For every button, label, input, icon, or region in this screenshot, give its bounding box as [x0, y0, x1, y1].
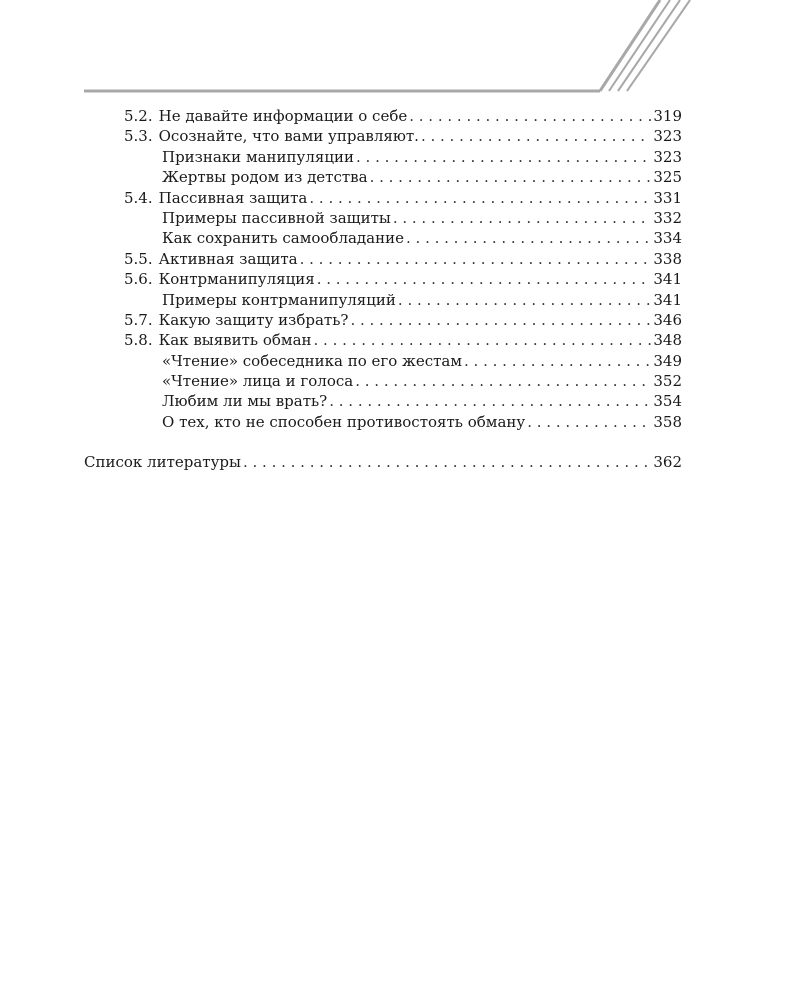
- toc-subentry[interactable]: [84, 167, 682, 187]
- dot-leader: [309, 188, 651, 208]
- toc-entry-page: 319: [653, 107, 682, 125]
- toc-subentry[interactable]: [84, 391, 682, 411]
- toc-entry-title: Какую защиту избрать?: [158, 310, 349, 329]
- toc-entry-page: 332: [653, 208, 682, 227]
- toc-entry-title: Контрманипуляция: [158, 270, 315, 289]
- toc-subentry[interactable]: [84, 147, 682, 167]
- toc-entry-page: 346: [653, 310, 682, 329]
- toc-entry-page: 323: [653, 147, 682, 166]
- toc-subentry[interactable]: [84, 208, 682, 228]
- toc-subentry[interactable]: [84, 228, 682, 248]
- toc-entry-title: Список литературы: [84, 453, 241, 472]
- toc-entry-page: 362: [653, 453, 682, 472]
- toc-subentry[interactable]: [84, 412, 682, 432]
- dot-leader: [527, 412, 651, 432]
- toc-subentry[interactable]: [84, 371, 682, 391]
- toc-entry[interactable]: [84, 330, 682, 350]
- dot-leader: [464, 351, 651, 371]
- dot-leader: [314, 330, 652, 350]
- toc-entry[interactable]: [84, 310, 682, 330]
- toc-entry-page: 341: [653, 290, 682, 309]
- dot-leader: [243, 452, 651, 472]
- toc-entry[interactable]: [84, 126, 682, 146]
- toc-entry-page: 325: [653, 168, 682, 187]
- toc-entry-number: 5.6.: [124, 270, 153, 289]
- dot-leader: [356, 147, 651, 167]
- toc-entry-page: 331: [653, 188, 682, 207]
- toc-subentry[interactable]: [84, 290, 682, 310]
- toc-entry-page: 358: [653, 412, 682, 431]
- dot-leader: [393, 208, 652, 228]
- toc-entry[interactable]: [84, 106, 682, 126]
- dot-leader: [329, 391, 651, 411]
- toc-entry-page: 341: [653, 270, 682, 289]
- dot-leader: [406, 228, 651, 248]
- toc-entry-title: Пассивная защита: [158, 188, 308, 207]
- toc-entry-title: Осознайте, что вами управляют.: [158, 127, 419, 146]
- toc-entry[interactable]: [84, 249, 682, 269]
- toc-entry-number: 5.5.: [124, 249, 153, 268]
- toc-entry-page: 354: [653, 392, 682, 411]
- toc-entry-title: Примеры пассивной защиты: [162, 208, 391, 227]
- toc-entry-title: О тех, кто не способен противостоять обману: [162, 412, 526, 431]
- dot-leader: [350, 310, 651, 330]
- dot-leader: [421, 126, 651, 146]
- toc-entry-page: 352: [653, 372, 682, 391]
- toc-entry-number: 5.4.: [124, 188, 153, 207]
- toc-entry-title: Активная защита: [158, 249, 298, 268]
- toc-entry-page: 323: [653, 127, 682, 146]
- header-decoration: [0, 0, 800, 100]
- toc-entry-title: Не давайте информации о себе: [158, 107, 408, 125]
- dot-leader: [355, 371, 651, 391]
- table-of-contents: [84, 106, 682, 473]
- toc-entry-title: Как сохранить самообладание: [162, 229, 404, 248]
- toc-entry-title: Как выявить обман: [158, 331, 312, 350]
- toc-entry-title: Жертвы родом из детства: [162, 168, 368, 187]
- dot-leader: [317, 269, 652, 289]
- toc-entry-title: Любим ли мы врать?: [162, 392, 328, 411]
- toc-entry-title: «Чтение» собеседника по его жестам: [162, 351, 463, 370]
- toc-entry-title: Примеры контрманипуляций: [162, 290, 396, 309]
- dot-leader: [300, 249, 652, 269]
- toc-bibliography-entry[interactable]: [84, 452, 682, 472]
- toc-entry-number: 5.8.: [124, 331, 153, 350]
- toc-entry[interactable]: [84, 188, 682, 208]
- toc-entry-number: 5.2.: [124, 107, 153, 125]
- dot-leader: [409, 106, 651, 126]
- toc-subentry[interactable]: [84, 351, 682, 371]
- toc-entry-number: 5.7.: [124, 310, 153, 329]
- toc-entry[interactable]: [84, 269, 682, 289]
- toc-entry-page: 334: [653, 229, 682, 248]
- toc-entry-page: 349: [653, 351, 682, 370]
- toc-entry-page: 338: [653, 249, 682, 268]
- toc-entry-page: 348: [653, 331, 682, 350]
- dot-leader: [370, 167, 652, 187]
- dot-leader: [398, 290, 651, 310]
- toc-entry-title: Признаки манипуляции: [162, 147, 355, 166]
- toc-entry-title: «Чтение» лица и голоса: [162, 372, 354, 391]
- toc-entry-number: 5.3.: [124, 127, 153, 146]
